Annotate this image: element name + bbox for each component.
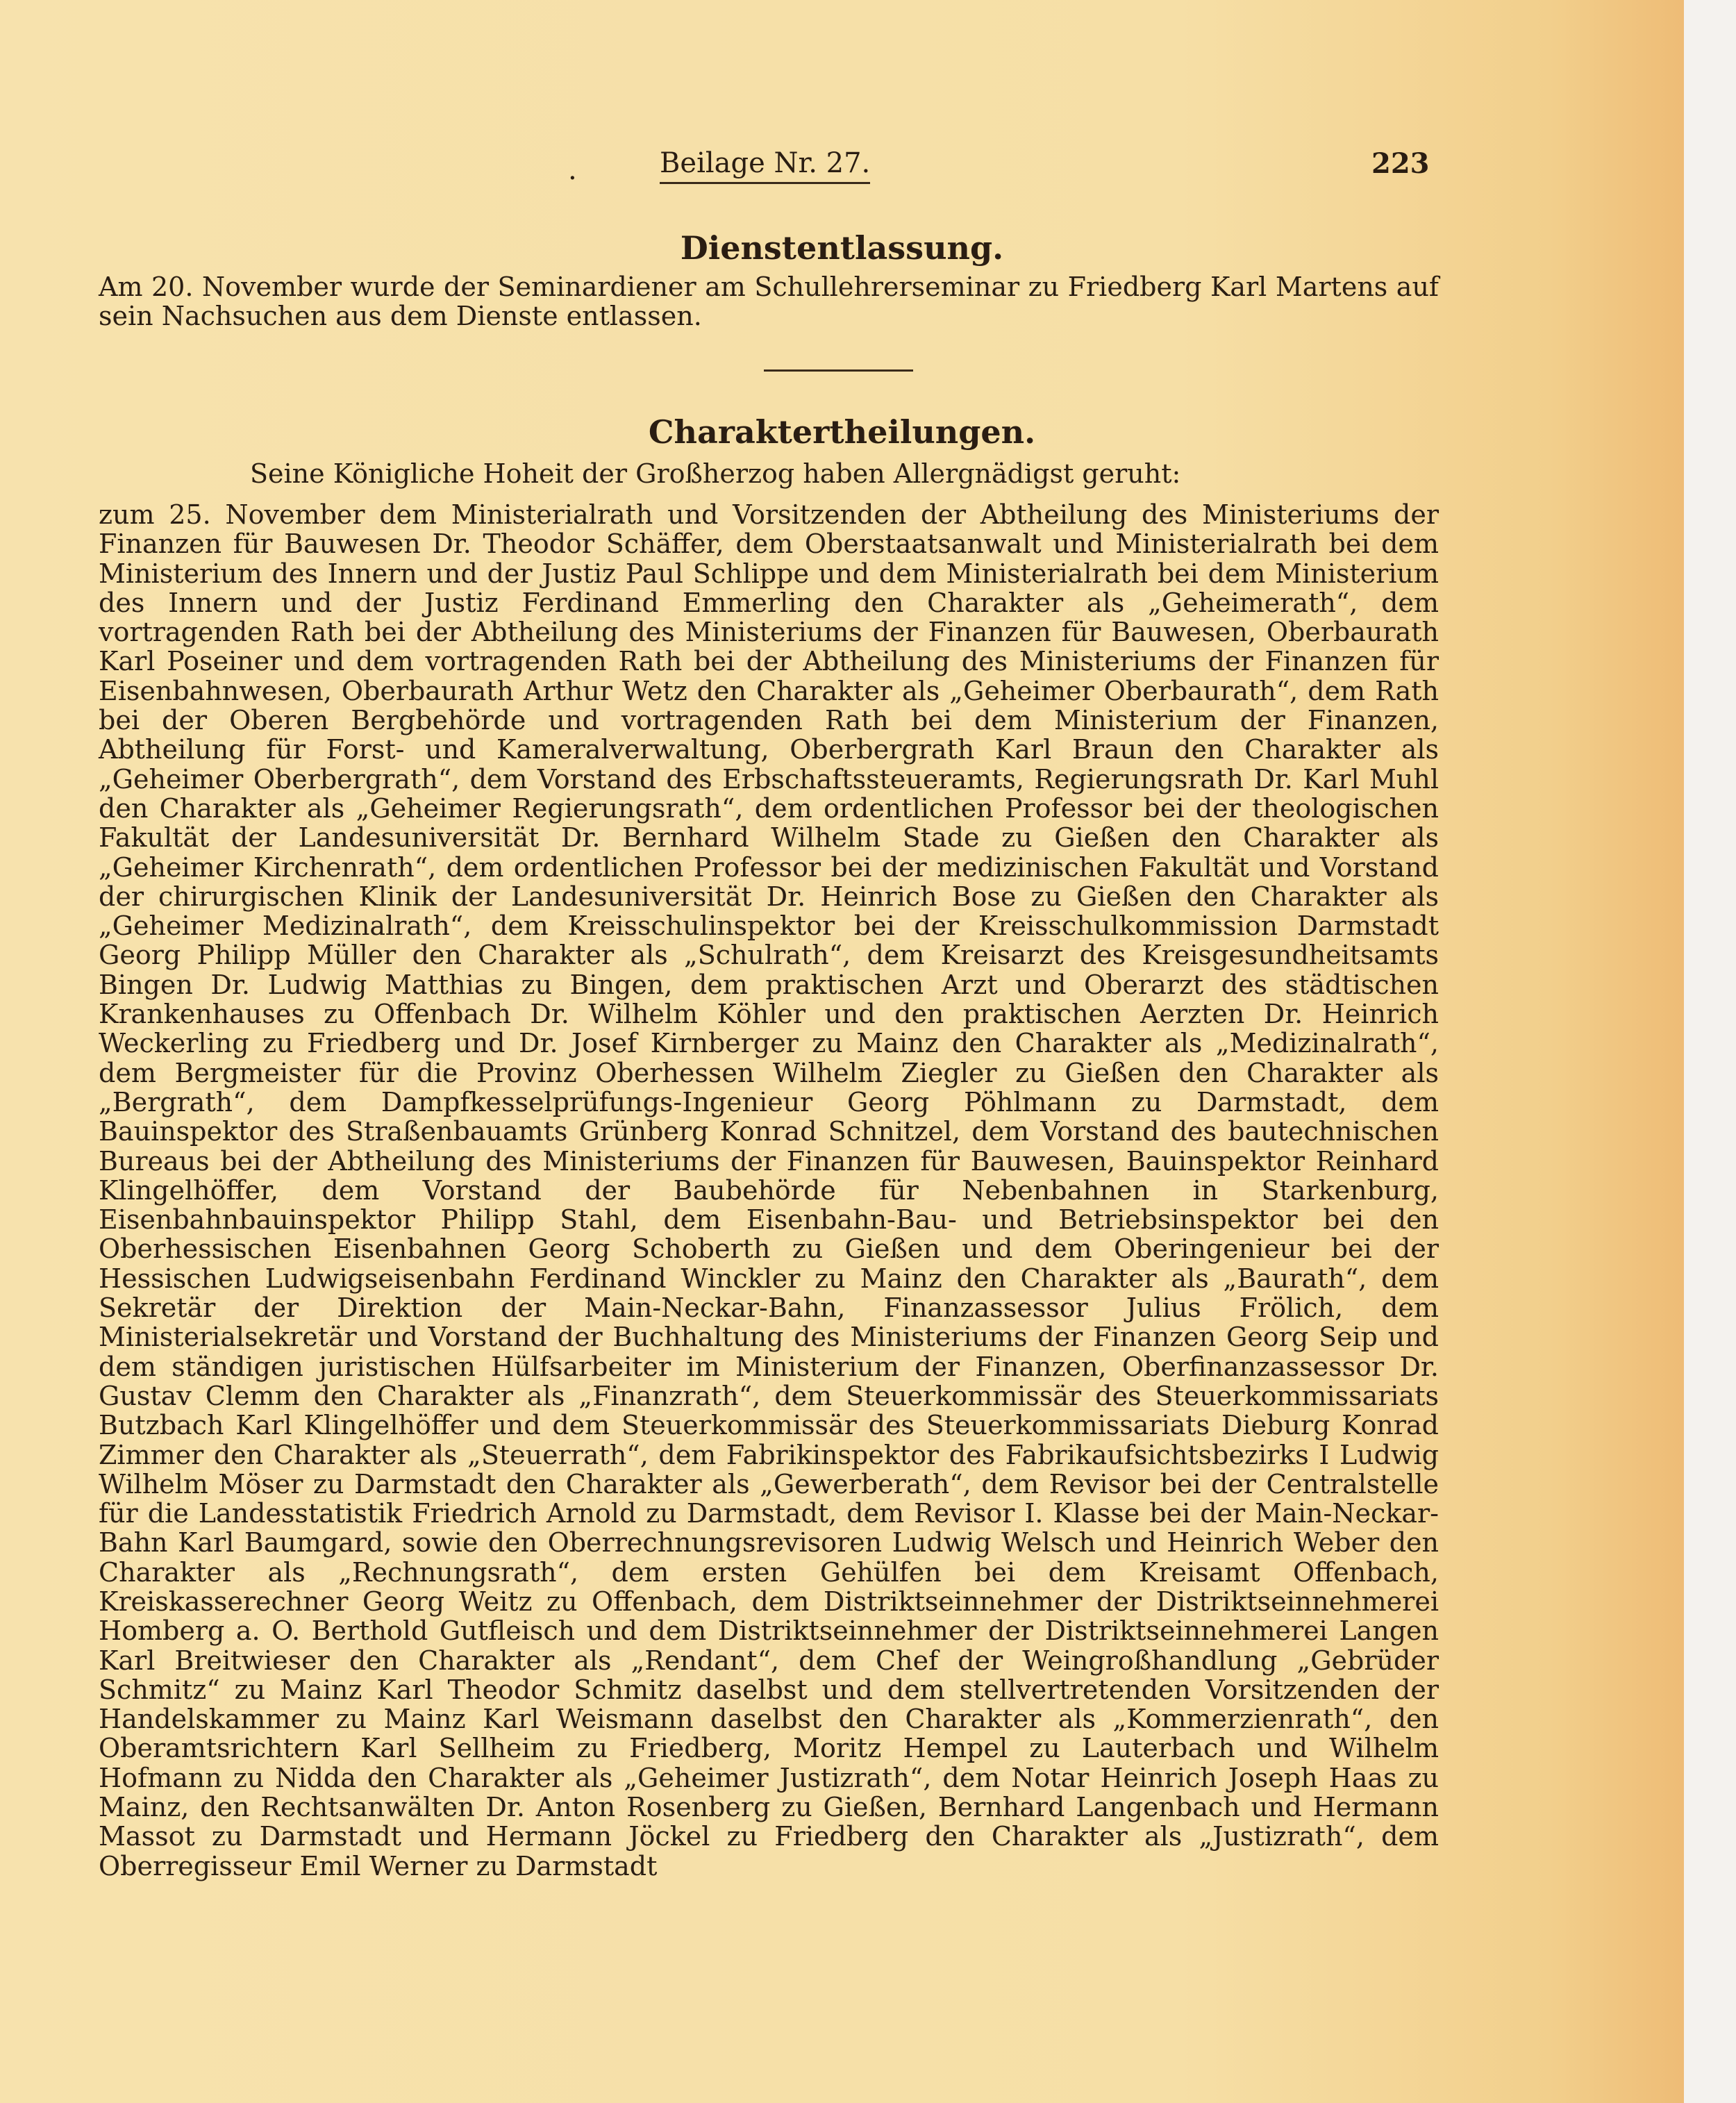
section-divider	[764, 369, 913, 372]
section-heading-charaktertheilungen: Charaktertheilungen.	[648, 413, 1036, 451]
header-title: Beilage Nr. 27.	[660, 147, 870, 184]
page-header	[0, 147, 1684, 189]
scan-background	[1684, 0, 1736, 2103]
header-dot: .	[568, 154, 577, 186]
section-heading-dienstentlassung: Dienstentlassung.	[680, 229, 1004, 267]
page-number: 223	[1371, 147, 1430, 180]
section-paragraph: Am 20. November wurde der Seminardiener am Schullehrerseminar zu Friedberg Karl Martens auf sein Nachsuchen aus dem Dienste entlassen.	[99, 272, 1439, 332]
section-intro: Seine Königliche Hoheit der Großherzog haben Allergnädigst geruht:	[250, 458, 1181, 489]
section-paragraph: zum 25. November dem Ministerialrath und Vorsitzenden der Abtheilung des Ministeriums der Finanzen für Bauwesen Dr. Theodor Schäffer, dem Oberstaatsanwalt und Ministerialrath bei dem Ministerium des Innern und der Justiz Paul Schlippe und dem Ministerialrath bei dem Ministerium des Innern und der Justiz Ferdinand Emmerling den Charakter als „Geheimerath“, dem vortragenden Rath bei der Abtheilung des Ministeriums der Finanzen für Bauwesen, Oberbaurath Karl Poseiner und dem vortragenden Rath bei der Abtheilung des Ministeriums der Finanzen für Eisenbahnwesen, Oberbaurath Arthur Wetz den Charakter als „Geheimer Oberbaurath“, dem Rath bei der Oberen Bergbehörde und vortragenden Rath bei dem Ministerium der Finanzen, Abtheilung für Forst- und Kameralverwaltung, Oberbergrath Karl Braun den Charakter als „Geheimer Oberbergrath“, dem Vorstand des Erbschaftssteueramts, Regierungsrath Dr. Karl Muhl den Charakter als „Geheimer Regierungsrath“, dem ordentlichen Professor bei der theologischen Fakultät der Landesuniversität Dr. Bernhard Wilhelm Stade zu Gießen den Charakter als „Geheimer Kirchenrath“, dem ordentlichen Professor bei der medizinischen Fakultät und Vorstand der chirurgischen Klinik der Landesuniversität Dr. Heinrich Bose zu Gießen den Charakter als „Geheimer Medizinalrath“, dem Kreisschulinspektor bei der Kreisschulkommission Darmstadt Georg Philipp Müller den Charakter als „Schulrath“, dem Kreisarzt des Kreisgesundheitsamts Bingen Dr. Ludwig Matthias zu Bingen, dem praktischen Arzt und Oberarzt des städtischen Krankenhauses zu Offenbach Dr. Wilhelm Köhler und den praktischen Aerzten Dr. Heinrich Weckerling zu Friedberg und Dr. Josef Kirnberger zu Mainz den Charakter als „Medizinalrath“, dem Bergmeister für die Provinz Oberhessen Wilhelm Ziegler zu Gießen den Charakter als „Bergrath“, dem Dampfkesselprüfungs-Ingenieur Georg Pöhlmann zu Darmstadt, dem Bauinspektor des Straßenbauamts Grünberg Konrad Schnitzel, dem Vorstand des bautechnischen Bureaus bei der Abtheilung des Ministeriums der Finanzen für Bauwesen, Bauinspektor Reinhard Klingelhöffer, dem Vorstand der Baubehörde für Nebenbahnen in Starkenburg, Eisenbahnbauinspektor Philipp Stahl, dem Eisenbahn-Bau- und Betriebsinspektor bei den Oberhessischen Eisenbahnen Georg Schoberth zu Gießen und dem Oberingenieur bei der Hessischen Ludwigseisenbahn Ferdinand Winckler zu Mainz den Charakter als „Baurath“, dem Sekretär der Direktion der Main-Neckar-Bahn, Finanzassessor Julius Frölich, dem Ministerialsekretär und Vorstand der Buchhaltung des Ministeriums der Finanzen Georg Seip und dem ständigen juristischen Hülfsarbeiter im Ministerium der Finanzen, Oberfinanzassessor Dr. Gustav Clemm den Charakter als „Finanzrath“, dem Steuerkommissär des Steuerkommissariats Butzbach Karl Klingelhöffer und dem Steuerkommissär des Steuerkommissariats Dieburg Konrad Zimmer den Charakter als „Steuerrath“, dem Fabrikinspektor des Fabrikaufsichtsbezirks I Ludwig Wilhelm Möser zu Darmstadt den Charakter als „Gewerberath“, dem Revisor bei der Centralstelle für die Landesstatistik Friedrich Arnold zu Darmstadt, dem Revisor I. Klasse bei der Main-Neckar-Bahn Karl Baumgard, sowie den Oberrechnungsrevisoren Ludwig Welsch und Heinrich Weber den Charakter als „Rechnungsrath“, dem ersten Gehülfen bei dem Kreisamt Offenbach, Kreiskasserechner Georg Weitz zu Offenbach, dem Distriktseinnehmer der Distriktseinnehmerei Homberg a. O. Berthold Gutfleisch und dem Distriktseinnehmer der Distriktseinnehmerei Langen Karl Breitwieser den Charakter als „Rendant“, dem Chef der Weingroßhandlung „Gebrüder Schmitz“ zu Mainz Karl Theodor Schmitz daselbst und dem stellvertretenden Vorsitzenden der Handelskammer zu Mainz Karl Weismann daselbst den Charakter als „Kommerzienrath“, den Oberamtsrichtern Karl Sellheim zu Friedberg, Moritz Hempel zu Lauterbach und Wilhelm Hofmann zu Nidda den Charakter als „Geheimer Justizrath“, dem Notar Heinrich Joseph Haas zu Mainz, den Rechtsanwälten Dr. Anton Rosenberg zu Gießen, Bernhard Langenbach und Hermann Massot zu Darmstadt und Hermann Jöckel zu Friedberg den Charakter als „Justizrath“, dem Oberregisseur Emil Werner zu Darmstadt	[99, 499, 1439, 1881]
